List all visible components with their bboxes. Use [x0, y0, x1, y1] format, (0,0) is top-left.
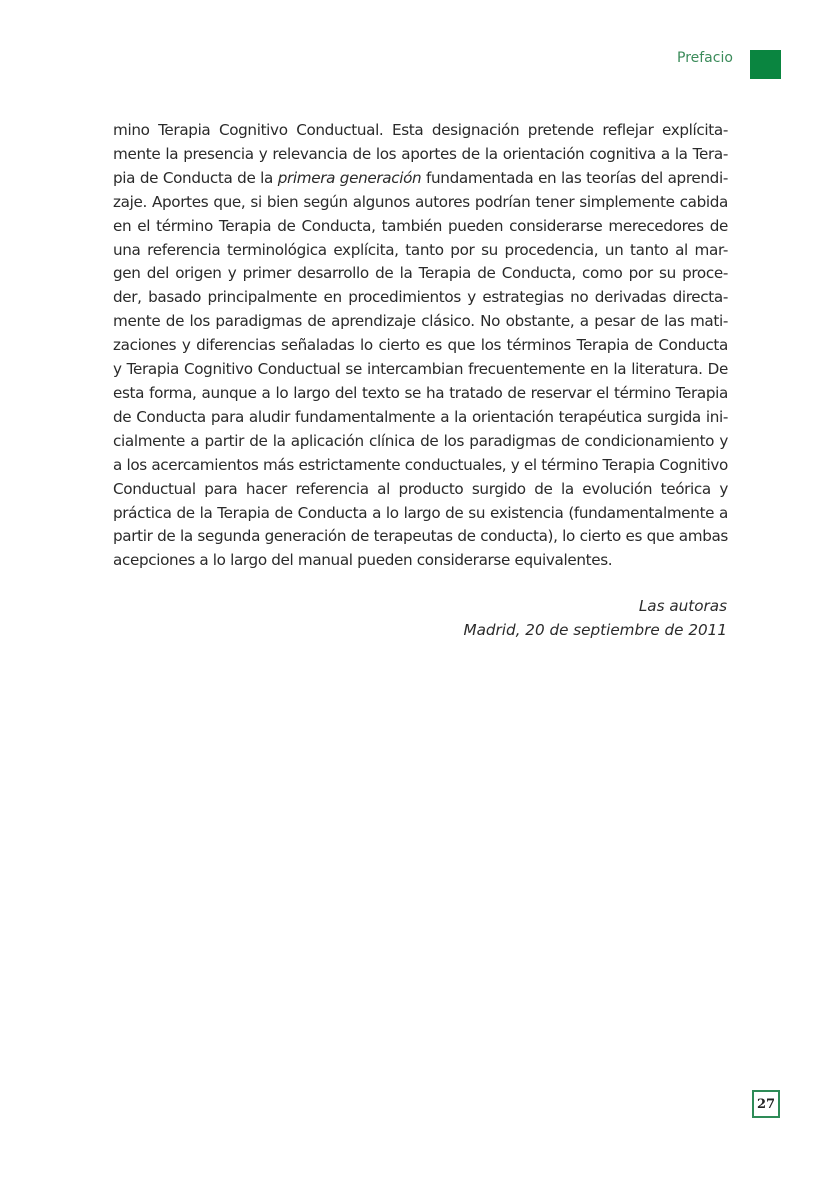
- text-segment: fundamentada en las teorías del aprendi-: [421, 168, 728, 187]
- text-line: Conductual para hacer referencia al producto surgido de la evolución teórica y: [113, 479, 728, 498]
- text-line: de Conducta para aludir fundamentalmente a la orientación terapéutica surgida ini-: [113, 407, 728, 426]
- italic-term: primera generación: [277, 168, 422, 187]
- page-number: 27: [752, 1090, 780, 1118]
- signature-place-date: Madrid, 20 de septiembre de 2011: [463, 620, 727, 639]
- text-line: acepciones a lo largo del manual pueden considerarse equivalentes.: [113, 551, 613, 570]
- text-line: práctica de la Terapia de Conducta a lo largo de su existencia (fundamentalmente a: [113, 503, 728, 522]
- signature-author: Las autoras: [638, 597, 727, 615]
- running-header-section: Prefacio: [677, 50, 733, 66]
- text-line: [113, 167, 728, 191]
- text-line: mente de los paradigmas de aprendizaje clásico. No obstante, a pesar de las mati-: [113, 312, 728, 331]
- text-line: partir de la segunda generación de terapeutas de conducta), lo cierto es que ambas: [113, 527, 728, 546]
- text-line: una referencia terminológica explícita, tanto por su procedencia, un tanto al mar-: [113, 240, 728, 259]
- section-color-marker: [750, 50, 781, 79]
- text-line: en el término Terapia de Conducta, también pueden considerarse merecedores de: [113, 216, 728, 235]
- text-segment: pia de Conducta de la: [113, 168, 278, 187]
- text-line: esta forma, aunque a lo largo del texto se ha tratado de reservar el término Terapia: [113, 383, 728, 402]
- text-line: a los acercamientos más estrictamente conductuales, y el término Terapia Cognitivo: [113, 455, 728, 474]
- text-line: der, basado principalmente en procedimientos y estrategias no derivadas directa-: [113, 288, 728, 307]
- text-line: zaciones y diferencias señaladas lo cierto es que los términos Terapia de Conducta: [113, 336, 728, 355]
- signature: [463, 595, 727, 643]
- text-line: mino Terapia Cognitivo Conductual. Esta designación pretende reflejar explícita-: [113, 121, 728, 139]
- text-line: cialmente a partir de la aplicación clínica de los paradigmas de condicionamiento y: [113, 431, 728, 450]
- text-line: gen del origen y primer desarrollo de la Terapia de Conducta, como por su proce-: [113, 264, 728, 283]
- text-line: y Terapia Cognitivo Conductual se intercambian frecuentemente en la literatura. De: [113, 360, 728, 379]
- text-line: zaje. Aportes que, si bien según algunos autores podrían tener simplemente cabida: [113, 192, 728, 211]
- text-line: mente la presencia y relevancia de los aportes de la orientación cognitiva a la Tera-: [113, 144, 728, 163]
- body-text: [113, 119, 728, 573]
